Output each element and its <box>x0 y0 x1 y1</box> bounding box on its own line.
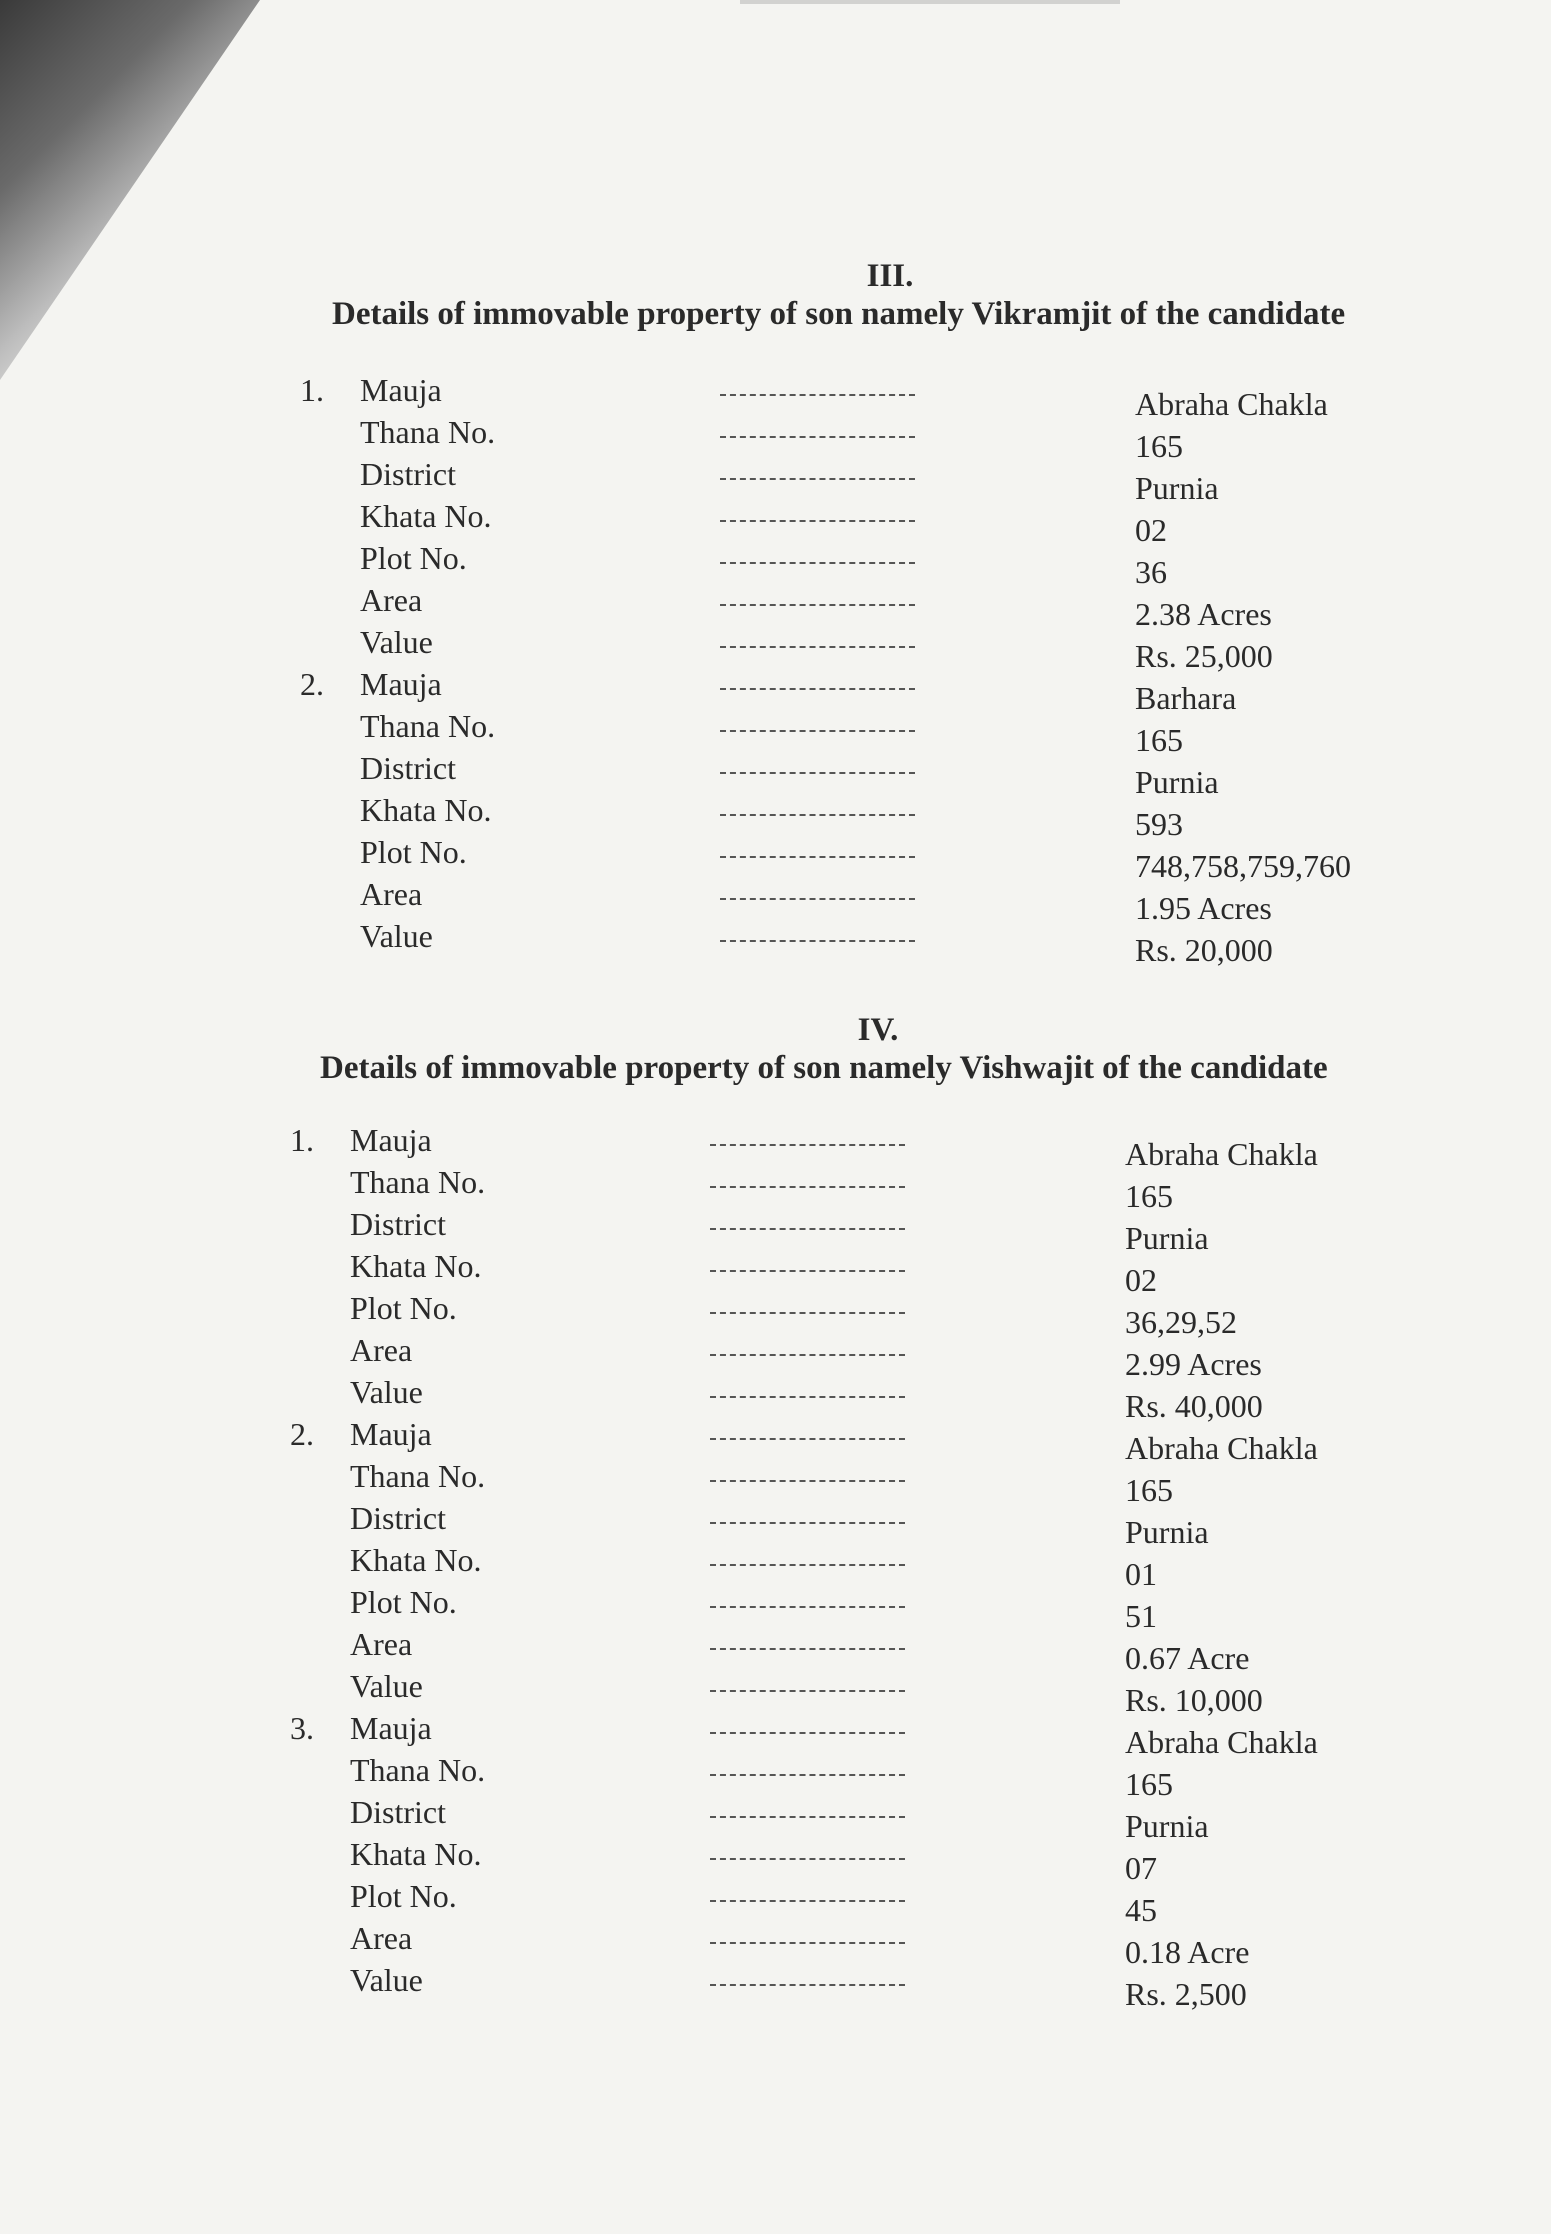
dotted-leader <box>720 898 915 900</box>
field-label: Value <box>360 918 433 954</box>
field-value: 02 <box>1135 512 1167 548</box>
scan-shadow <box>0 0 260 380</box>
dotted-leader <box>710 1606 905 1608</box>
property-row <box>300 834 1450 884</box>
field-label: Value <box>360 624 433 660</box>
dotted-leader <box>710 1354 905 1356</box>
dotted-leader <box>710 1438 905 1440</box>
field-label: Area <box>360 582 423 618</box>
property-index: 2. <box>300 666 324 702</box>
property-row <box>290 1710 1440 1760</box>
dotted-leader <box>720 856 915 858</box>
field-label: District <box>360 750 456 786</box>
dotted-leader <box>720 604 915 606</box>
field-value: Purnia <box>1125 1808 1209 1844</box>
dotted-leader <box>710 1144 905 1146</box>
field-label: Area <box>350 1920 413 1956</box>
field-value: Rs. 40,000 <box>1125 1388 1263 1424</box>
dotted-leader <box>710 1774 905 1776</box>
field-value: Purnia <box>1135 764 1219 800</box>
dotted-leader <box>710 1186 905 1188</box>
field-value: Purnia <box>1135 470 1219 506</box>
field-label: Khata No. <box>350 1836 482 1872</box>
field-label: Plot No. <box>350 1290 457 1326</box>
field-label: Thana No. <box>350 1458 486 1494</box>
field-value: 165 <box>1125 1472 1173 1508</box>
property-row <box>290 1584 1440 1634</box>
field-value: 748,758,759,760 <box>1135 848 1351 884</box>
property-row <box>290 1542 1440 1592</box>
field-label: Mauja <box>360 372 442 408</box>
dotted-leader <box>710 1732 905 1734</box>
field-label: Thana No. <box>360 414 496 450</box>
field-value: Rs. 2,500 <box>1125 1976 1247 2012</box>
property-row <box>300 876 1450 926</box>
property-row <box>300 372 1450 422</box>
property-row <box>300 456 1450 506</box>
field-label: Mauja <box>350 1416 432 1452</box>
property-row <box>300 750 1450 800</box>
property-row <box>290 1626 1440 1676</box>
field-value: Rs. 20,000 <box>1135 932 1273 968</box>
field-label: Khata No. <box>360 498 492 534</box>
field-label: District <box>350 1500 446 1536</box>
property-row <box>300 582 1450 632</box>
field-label: District <box>350 1794 446 1830</box>
field-value: 01 <box>1125 1556 1157 1592</box>
field-value: 51 <box>1125 1598 1157 1634</box>
dotted-leader <box>720 562 915 564</box>
field-label: Thana No. <box>360 708 496 744</box>
property-index: 1. <box>290 1122 314 1158</box>
property-row <box>300 624 1450 674</box>
property-row <box>290 1668 1440 1718</box>
dotted-leader <box>710 1270 905 1272</box>
field-label: Area <box>350 1626 413 1662</box>
field-label: Value <box>350 1374 423 1410</box>
property-row <box>290 1416 1440 1466</box>
dotted-leader <box>720 478 915 480</box>
field-label: Area <box>360 876 423 912</box>
property-row <box>290 1962 1440 2012</box>
dotted-leader <box>710 1480 905 1482</box>
field-value: Barhara <box>1135 680 1237 716</box>
dotted-leader <box>710 1564 905 1566</box>
field-label: Khata No. <box>360 792 492 828</box>
property-row <box>290 1752 1440 1802</box>
dotted-leader <box>720 730 915 732</box>
field-label: Khata No. <box>350 1542 482 1578</box>
field-value: 07 <box>1125 1850 1157 1886</box>
dotted-leader <box>710 1984 905 1986</box>
property-row <box>300 918 1450 968</box>
field-value: 45 <box>1125 1892 1157 1928</box>
section-title: Details of immovable property of son namely Vikramjit of the candidate <box>332 296 1346 332</box>
field-value: Abraha Chakla <box>1125 1724 1318 1760</box>
field-value: 0.67 Acre <box>1125 1640 1250 1676</box>
field-label: Khata No. <box>350 1248 482 1284</box>
property-row <box>290 1878 1440 1928</box>
section-number: IV. <box>857 1012 899 1048</box>
property-row <box>300 414 1450 464</box>
field-label: Plot No. <box>360 540 467 576</box>
dotted-leader <box>720 772 915 774</box>
dotted-leader <box>720 436 915 438</box>
dotted-leader <box>710 1228 905 1230</box>
property-row <box>290 1206 1440 1256</box>
dotted-leader <box>710 1900 905 1902</box>
property-index: 2. <box>290 1416 314 1452</box>
property-row <box>290 1920 1440 1970</box>
field-label: Mauja <box>360 666 442 702</box>
dotted-leader <box>710 1648 905 1650</box>
field-value: 165 <box>1135 428 1183 464</box>
property-row <box>290 1248 1440 1298</box>
property-index: 3. <box>290 1710 314 1746</box>
field-label: Area <box>350 1332 413 1368</box>
field-value: Purnia <box>1125 1514 1209 1550</box>
field-value: 36,29,52 <box>1125 1304 1237 1340</box>
dotted-leader <box>710 1942 905 1944</box>
field-value: Abraha Chakla <box>1125 1136 1318 1172</box>
field-label: District <box>350 1206 446 1242</box>
field-value: 165 <box>1125 1178 1173 1214</box>
dotted-leader <box>720 520 915 522</box>
dotted-leader <box>720 646 915 648</box>
property-index: 1. <box>300 372 324 408</box>
field-label: Thana No. <box>350 1164 486 1200</box>
dotted-leader <box>720 814 915 816</box>
dotted-leader <box>710 1690 905 1692</box>
field-label: District <box>360 456 456 492</box>
field-label: Plot No. <box>350 1878 457 1914</box>
property-row <box>300 792 1450 842</box>
field-value: Abraha Chakla <box>1125 1430 1318 1466</box>
property-row <box>290 1500 1440 1550</box>
field-value: 165 <box>1125 1766 1173 1802</box>
section-number: III. <box>866 258 914 294</box>
property-row <box>300 498 1450 548</box>
property-row <box>290 1332 1440 1382</box>
field-value: 0.18 Acre <box>1125 1934 1250 1970</box>
field-label: Mauja <box>350 1710 432 1746</box>
dotted-leader <box>720 688 915 690</box>
field-label: Thana No. <box>350 1752 486 1788</box>
field-value: 1.95 Acres <box>1135 890 1272 926</box>
property-row <box>290 1374 1440 1424</box>
field-label: Plot No. <box>360 834 467 870</box>
property-row <box>290 1458 1440 1508</box>
property-row <box>300 540 1450 590</box>
dotted-leader <box>710 1396 905 1398</box>
scan-edge-line <box>740 0 1120 4</box>
field-label: Plot No. <box>350 1584 457 1620</box>
dotted-leader <box>710 1816 905 1818</box>
property-row <box>290 1122 1440 1172</box>
property-row <box>290 1164 1440 1214</box>
dotted-leader <box>710 1312 905 1314</box>
dotted-leader <box>720 394 915 396</box>
field-value: Rs. 25,000 <box>1135 638 1273 674</box>
field-value: Rs. 10,000 <box>1125 1682 1263 1718</box>
field-value: 165 <box>1135 722 1183 758</box>
field-value: 2.99 Acres <box>1125 1346 1262 1382</box>
dotted-leader <box>720 940 915 942</box>
property-row <box>290 1794 1440 1844</box>
property-row <box>290 1290 1440 1340</box>
field-value: 02 <box>1125 1262 1157 1298</box>
property-row <box>290 1836 1440 1886</box>
section-title: Details of immovable property of son namely Vishwajit of the candidate <box>320 1050 1328 1086</box>
field-value: 36 <box>1135 554 1167 590</box>
dotted-leader <box>710 1522 905 1524</box>
property-row <box>300 708 1450 758</box>
field-value: Abraha Chakla <box>1135 386 1328 422</box>
property-row <box>300 666 1450 716</box>
field-value: Purnia <box>1125 1220 1209 1256</box>
field-value: 593 <box>1135 806 1183 842</box>
field-label: Value <box>350 1962 423 1998</box>
field-label: Mauja <box>350 1122 432 1158</box>
dotted-leader <box>710 1858 905 1860</box>
field-value: 2.38 Acres <box>1135 596 1272 632</box>
field-label: Value <box>350 1668 423 1704</box>
